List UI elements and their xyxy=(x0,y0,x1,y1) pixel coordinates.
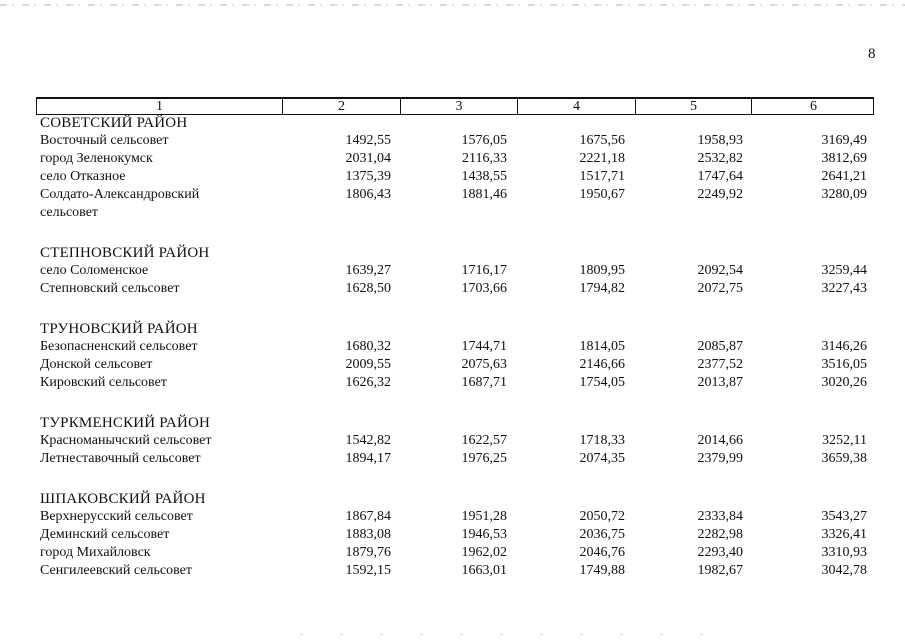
value-cell-col6: 3516,05 xyxy=(821,357,867,372)
value-cell-col4: 1675,56 xyxy=(579,133,625,148)
table-row xyxy=(40,338,870,356)
column-header-1: 1 xyxy=(156,99,163,114)
value-cell-col4: 1754,05 xyxy=(579,375,625,390)
value-cell-col3: 1438,55 xyxy=(461,169,507,184)
value-cell-col3: 1881,46 xyxy=(461,187,507,202)
scan-artifact-bottom xyxy=(300,634,720,635)
value-cell-col2: 1883,08 xyxy=(345,527,391,542)
value-cell-col2: 1626,32 xyxy=(345,375,391,390)
value-cell-col2: 1894,17 xyxy=(345,451,391,466)
settlement-name: Донской сельсовет xyxy=(40,357,153,372)
table-row xyxy=(40,132,870,150)
district-group xyxy=(40,490,870,580)
table-row xyxy=(40,150,870,168)
value-cell-col2: 1592,15 xyxy=(345,563,391,578)
value-cell-col4: 2074,35 xyxy=(579,451,625,466)
value-cell-col2: 1492,55 xyxy=(345,133,391,148)
value-cell-col3: 1663,01 xyxy=(461,563,507,578)
settlement-name: город Михайловск xyxy=(40,545,151,560)
value-cell-col3: 1687,71 xyxy=(461,375,507,390)
value-cell-col3: 2116,33 xyxy=(462,151,507,166)
value-cell-col6: 3659,38 xyxy=(821,451,867,466)
district-group xyxy=(40,114,870,222)
district-group xyxy=(40,244,870,298)
value-cell-col5: 2085,87 xyxy=(697,339,743,354)
value-cell-col3: 1962,02 xyxy=(461,545,507,560)
value-cell-col3: 1716,17 xyxy=(461,263,507,278)
value-cell-col4: 1794,82 xyxy=(579,281,625,296)
settlement-name: Летнеставочный сельсовет xyxy=(40,451,201,466)
value-cell-col2: 1375,39 xyxy=(345,169,391,184)
scan-artifact-top xyxy=(0,4,905,6)
value-cell-col2: 1879,76 xyxy=(345,545,391,560)
value-cell-col3: 1946,53 xyxy=(461,527,507,542)
value-cell-col5: 2532,82 xyxy=(697,151,743,166)
value-cell-col6: 3310,93 xyxy=(821,545,867,560)
table-body xyxy=(40,114,870,602)
value-cell-col5: 2014,66 xyxy=(697,433,743,448)
value-cell-col5: 2013,87 xyxy=(697,375,743,390)
value-cell-col5: 2333,84 xyxy=(697,509,743,524)
table-row xyxy=(40,374,870,392)
district-group xyxy=(40,414,870,468)
table-row xyxy=(40,168,870,186)
value-cell-col4: 2050,72 xyxy=(579,509,625,524)
value-cell-col4: 1718,33 xyxy=(579,433,625,448)
district-title: ТРУНОВСКИЙ РАЙОН xyxy=(40,321,198,337)
value-cell-col3: 1976,25 xyxy=(461,451,507,466)
value-cell-col5: 2092,54 xyxy=(697,263,743,278)
value-cell-col6: 3326,41 xyxy=(821,527,867,542)
settlement-name: Деминский сельсовет xyxy=(40,527,170,542)
column-header-5: 5 xyxy=(635,99,751,115)
value-cell-col6: 3169,49 xyxy=(821,133,867,148)
value-cell-col2: 2031,04 xyxy=(345,151,391,166)
settlement-name: село Отказное xyxy=(40,169,126,184)
value-cell-col3: 1951,28 xyxy=(461,509,507,524)
value-cell-col5: 1982,67 xyxy=(697,563,743,578)
settlement-name: Верхнерусский сельсовет xyxy=(40,509,193,524)
value-cell-col4: 2046,76 xyxy=(579,545,625,560)
settlement-name: Красноманычский сельсовет xyxy=(40,433,212,448)
value-cell-col2: 1806,43 xyxy=(345,187,391,202)
value-cell-col5: 2249,92 xyxy=(697,187,743,202)
settlement-name: село Соломенское xyxy=(40,263,149,278)
district-group xyxy=(40,320,870,392)
value-cell-col6: 3227,43 xyxy=(821,281,867,296)
value-cell-col6: 3042,78 xyxy=(821,563,867,578)
value-cell-col3: 1744,71 xyxy=(461,339,507,354)
value-cell-col3: 2075,63 xyxy=(461,357,507,372)
value-cell-col4: 2146,66 xyxy=(579,357,625,372)
table-row xyxy=(40,432,870,450)
settlement-name: Солдато-Александровский сельсовет xyxy=(40,187,200,220)
value-cell-col2: 1628,50 xyxy=(345,281,391,296)
table-row xyxy=(40,262,870,280)
settlement-name: Восточный сельсовет xyxy=(40,133,169,148)
page-number: 8 xyxy=(868,46,876,62)
table-row xyxy=(40,526,870,544)
value-cell-col3: 1703,66 xyxy=(461,281,507,296)
value-cell-col5: 2072,75 xyxy=(697,281,743,296)
value-cell-col3: 1622,57 xyxy=(461,433,507,448)
value-cell-col4: 1749,88 xyxy=(579,563,625,578)
value-cell-col2: 1639,27 xyxy=(345,263,391,278)
column-header-2: 2 xyxy=(282,99,400,115)
value-cell-col6: 3259,44 xyxy=(821,263,867,278)
value-cell-col6: 3252,11 xyxy=(822,433,867,448)
settlement-name: город Зеленокумск xyxy=(40,151,153,166)
value-cell-col4: 1517,71 xyxy=(579,169,625,184)
value-cell-col4: 1814,05 xyxy=(579,339,625,354)
value-cell-col6: 3543,27 xyxy=(821,509,867,524)
settlement-name: Степновский сельсовет xyxy=(40,281,180,296)
value-cell-col4: 2221,18 xyxy=(579,151,625,166)
value-cell-col3: 1576,05 xyxy=(461,133,507,148)
value-cell-col6: 3020,26 xyxy=(821,375,867,390)
district-title: СОВЕТСКИЙ РАЙОН xyxy=(40,115,188,131)
value-cell-col5: 2379,99 xyxy=(697,451,743,466)
table-row xyxy=(40,450,870,468)
value-cell-col5: 1747,64 xyxy=(697,169,743,184)
value-cell-col4: 1950,67 xyxy=(579,187,625,202)
value-cell-col2: 1867,84 xyxy=(345,509,391,524)
value-cell-col2: 2009,55 xyxy=(345,357,391,372)
table-row xyxy=(40,356,870,374)
column-header-4: 4 xyxy=(517,99,635,115)
table-row xyxy=(40,508,870,526)
table-header-row xyxy=(36,97,874,115)
value-cell-col4: 1809,95 xyxy=(579,263,625,278)
column-header-3: 3 xyxy=(400,99,517,115)
settlement-name: Кировский сельсовет xyxy=(40,375,167,390)
district-title: ШПАКОВСКИЙ РАЙОН xyxy=(40,491,206,507)
table-row xyxy=(40,562,870,580)
table-row xyxy=(40,280,870,298)
table-row xyxy=(40,544,870,562)
value-cell-col2: 1680,32 xyxy=(345,339,391,354)
settlement-name: Безопасненский сельсовет xyxy=(40,339,198,354)
value-cell-col6: 3812,69 xyxy=(821,151,867,166)
value-cell-col4: 2036,75 xyxy=(579,527,625,542)
settlement-name: Сенгилеевский сельсовет xyxy=(40,563,192,578)
value-cell-col6: 2641,21 xyxy=(821,169,867,184)
value-cell-col2: 1542,82 xyxy=(345,433,391,448)
value-cell-col5: 2377,52 xyxy=(697,357,743,372)
table-row xyxy=(40,186,870,222)
district-title: СТЕПНОВСКИЙ РАЙОН xyxy=(40,245,210,261)
value-cell-col5: 2282,98 xyxy=(697,527,743,542)
value-cell-col5: 2293,40 xyxy=(697,545,743,560)
value-cell-col6: 3146,26 xyxy=(821,339,867,354)
district-title: ТУРКМЕНСКИЙ РАЙОН xyxy=(40,415,211,431)
value-cell-col5: 1958,93 xyxy=(697,133,743,148)
column-header-6: 6 xyxy=(751,99,875,115)
value-cell-col6: 3280,09 xyxy=(821,187,867,202)
